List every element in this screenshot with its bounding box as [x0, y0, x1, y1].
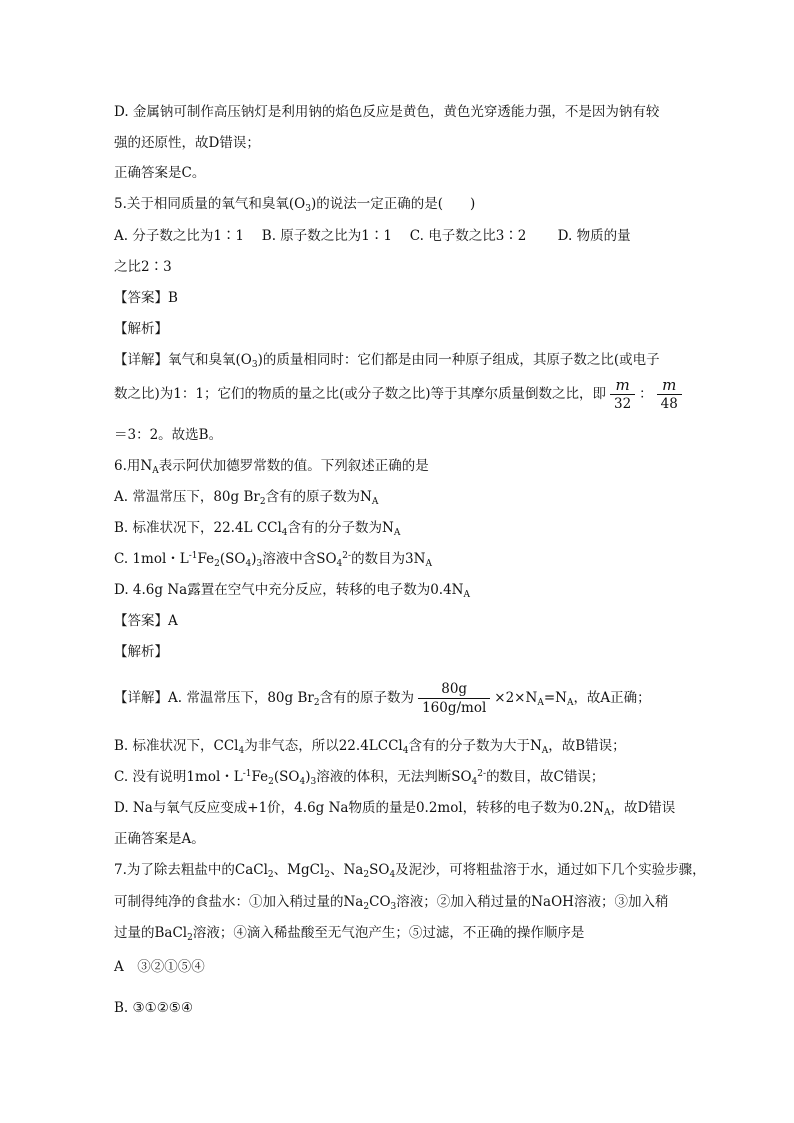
subscript: 2 — [363, 902, 370, 912]
question-6-option-d — [114, 580, 470, 600]
question-5-detail-2 — [114, 374, 686, 414]
text: 的数目为3N — [351, 551, 426, 567]
text: 6.用N — [114, 458, 153, 474]
text-line — [114, 102, 659, 122]
denominator: 32 — [613, 396, 632, 412]
text: 溶液；④滴入稀盐酸至无气泡产生；⑤过滤，不正确的操作顺序是 — [192, 925, 585, 941]
text: ) — [305, 769, 311, 785]
subscript: 2 — [259, 497, 266, 507]
text: ，故A正确； — [573, 690, 651, 706]
text-line — [114, 163, 205, 183]
text: ： — [639, 386, 653, 402]
text: Fe — [197, 551, 215, 567]
text: D. 4.6g Na露置在空气中充分反应，转移的电子数为0.4N — [114, 582, 464, 598]
subscript: A — [537, 698, 544, 708]
subscript: 4 — [402, 746, 409, 756]
text: ) — [251, 551, 257, 567]
subscript: 3 — [310, 777, 317, 787]
text: )的说法一定正确的是( ) — [310, 196, 476, 212]
fraction — [610, 376, 635, 413]
text: (SO — [273, 769, 300, 785]
question-6-option-b — [114, 518, 400, 538]
text: 正确答案是A。 — [114, 831, 205, 847]
question-6-option-a — [114, 487, 378, 507]
subscript: 4 — [281, 528, 288, 538]
text: 溶液中含SO — [262, 551, 337, 567]
question-6-detail-d — [114, 798, 675, 818]
question-6-stem — [114, 456, 429, 476]
text: 过量的BaCl — [114, 925, 188, 941]
fraction — [657, 376, 682, 413]
text: 可制得纯净的食盐水：①加入稍过量的Na — [114, 894, 364, 910]
text: ＝3：2。故选B。 — [114, 427, 223, 443]
text: 【答案】A — [114, 613, 178, 629]
subscript: A — [463, 590, 470, 600]
text: 之比2∶3 — [114, 259, 172, 275]
question-5-detail-3 — [114, 425, 222, 445]
subscript: 2 — [313, 698, 320, 708]
text: 【详解】氧气和臭氧(O — [114, 352, 252, 368]
question-6-detail-c — [114, 767, 604, 787]
question-7-stem — [114, 860, 706, 880]
text: A. 常温常压下，80g Br — [114, 489, 260, 505]
text: B. 标准状况下，CCl — [114, 738, 239, 754]
text: 含有的原子数为N — [265, 489, 372, 505]
text: ，故B错误； — [548, 738, 626, 754]
question-6-detail-b — [114, 736, 626, 756]
text: 【解析】 — [114, 644, 168, 660]
numerator: m — [657, 376, 682, 395]
text: 含有的分子数为大于N — [408, 738, 542, 754]
subscript: A — [425, 559, 432, 569]
text: CO — [369, 894, 391, 910]
text: Fe — [251, 769, 269, 785]
question-6-answer — [114, 611, 178, 631]
text: A ③②①⑤④ — [114, 959, 205, 975]
text: 的数目，故C错误； — [486, 769, 605, 785]
subscript: 3 — [251, 360, 258, 370]
text: )的质量相同时：它们都是由同一种原子组成，其原子数之比(或电子 — [257, 352, 660, 368]
numerator: m — [610, 376, 635, 395]
subscript: 4 — [245, 559, 252, 569]
text: D. 金属钠可制作高压钠灯是利用钠的焰色反应是黄色，黄色光穿透能力强，不是因为钠有较 — [114, 104, 660, 120]
text: B. ③①②⑤④ — [114, 1000, 194, 1016]
subscript: 4 — [389, 870, 396, 880]
text: C. 1mol・L — [114, 551, 189, 567]
text: 【详解】A. 常温常压下，80g Br — [114, 690, 314, 706]
fraction — [418, 680, 490, 717]
text: 【解析】 — [114, 321, 168, 337]
text: ×2×N — [494, 690, 538, 706]
subscript: A — [603, 808, 611, 818]
text: D. Na与氧气反应变成+1价，4.6g Na物质的量是0.2mol，转移的电子数为0.2N — [114, 800, 604, 816]
text: 溶液；②加入稍过量的NaOH溶液；③加入稍 — [396, 894, 669, 910]
denominator: 160g/mol — [422, 700, 487, 716]
question-5-detail — [114, 350, 660, 370]
question-7-option-b — [114, 998, 193, 1018]
question-5-options-cont — [114, 257, 172, 277]
subscript: A — [566, 698, 574, 708]
text: 表示阿伏加德罗常数的值。下列叙述正确的是 — [158, 458, 429, 474]
superscript: -1 — [188, 551, 198, 561]
text: 及泥沙，可将粗盐溶于水，通过如下几个实验步骤， — [395, 862, 706, 878]
superscript: -1 — [242, 769, 252, 779]
question-6-detail-a — [114, 678, 651, 718]
question-5-stem — [114, 194, 475, 214]
subscript: 2 — [268, 777, 274, 787]
subscript: 3 — [256, 559, 263, 569]
subscript: 2 — [267, 870, 274, 880]
text-line — [114, 133, 260, 153]
question-6-conclusion — [114, 829, 205, 849]
numerator: 80g — [418, 680, 490, 699]
subscript: 4 — [336, 559, 343, 569]
subscript: 2 — [187, 933, 193, 943]
subscript: A — [541, 746, 549, 756]
question-5-answer — [114, 288, 178, 308]
text: 5.关于相同质量的氧气和臭氧(O — [114, 196, 306, 212]
superscript: 2- — [342, 551, 352, 561]
text: 强的还原性，故D错误； — [114, 135, 260, 151]
superscript: 2- — [477, 769, 487, 779]
denominator: 48 — [660, 396, 678, 412]
subscript: 4 — [299, 777, 306, 787]
text: ，故D错误 — [610, 800, 676, 816]
text: 【答案】B — [114, 290, 178, 306]
subscript: 4 — [238, 746, 245, 756]
subscript: A — [371, 497, 379, 507]
subscript: 3 — [390, 902, 397, 912]
subscript: 2 — [214, 559, 220, 569]
subscript: 3 — [305, 204, 311, 214]
question-6-analysis — [114, 642, 168, 662]
text: 含有的分子数为N — [287, 520, 394, 536]
text: 、MgCl — [273, 862, 325, 878]
subscript: A — [393, 528, 401, 538]
text: 为非气态，所以22.4LCCl — [244, 738, 403, 754]
question-7-stem-3 — [114, 923, 584, 943]
text: 数之比)为1：1；它们的物质的量之比(或分子数之比)等于其摩尔质量倒数之比，即 — [114, 386, 606, 402]
text: =N — [543, 690, 567, 706]
question-7-stem-2 — [114, 892, 668, 912]
question-6-option-c — [114, 549, 432, 569]
subscript: 4 — [471, 777, 478, 787]
text: SO — [369, 862, 390, 878]
subscript: 2 — [363, 870, 370, 880]
text: A. 分子数之比为1∶1 B. 原子数之比为1∶1 C. 电子数之比3∶2 D. 物质的量 — [114, 228, 631, 244]
question-7-option-a — [114, 957, 205, 977]
text: (SO — [219, 551, 246, 567]
text: 正确答案是C。 — [114, 165, 206, 181]
text: C. 没有说明1mol・L — [114, 769, 243, 785]
text: B. 标准状况下，22.4L CCl — [114, 520, 282, 536]
subscript: A — [152, 466, 159, 476]
text: 含有的原子数为 — [319, 690, 415, 706]
text: 7.为了除去粗盐中的CaCl — [114, 862, 268, 878]
text: 溶液的体积，无法判断SO — [316, 769, 472, 785]
subscript: 2 — [324, 870, 330, 880]
question-5-analysis — [114, 319, 168, 339]
question-5-options — [114, 226, 631, 246]
text: 、Na — [330, 862, 364, 878]
